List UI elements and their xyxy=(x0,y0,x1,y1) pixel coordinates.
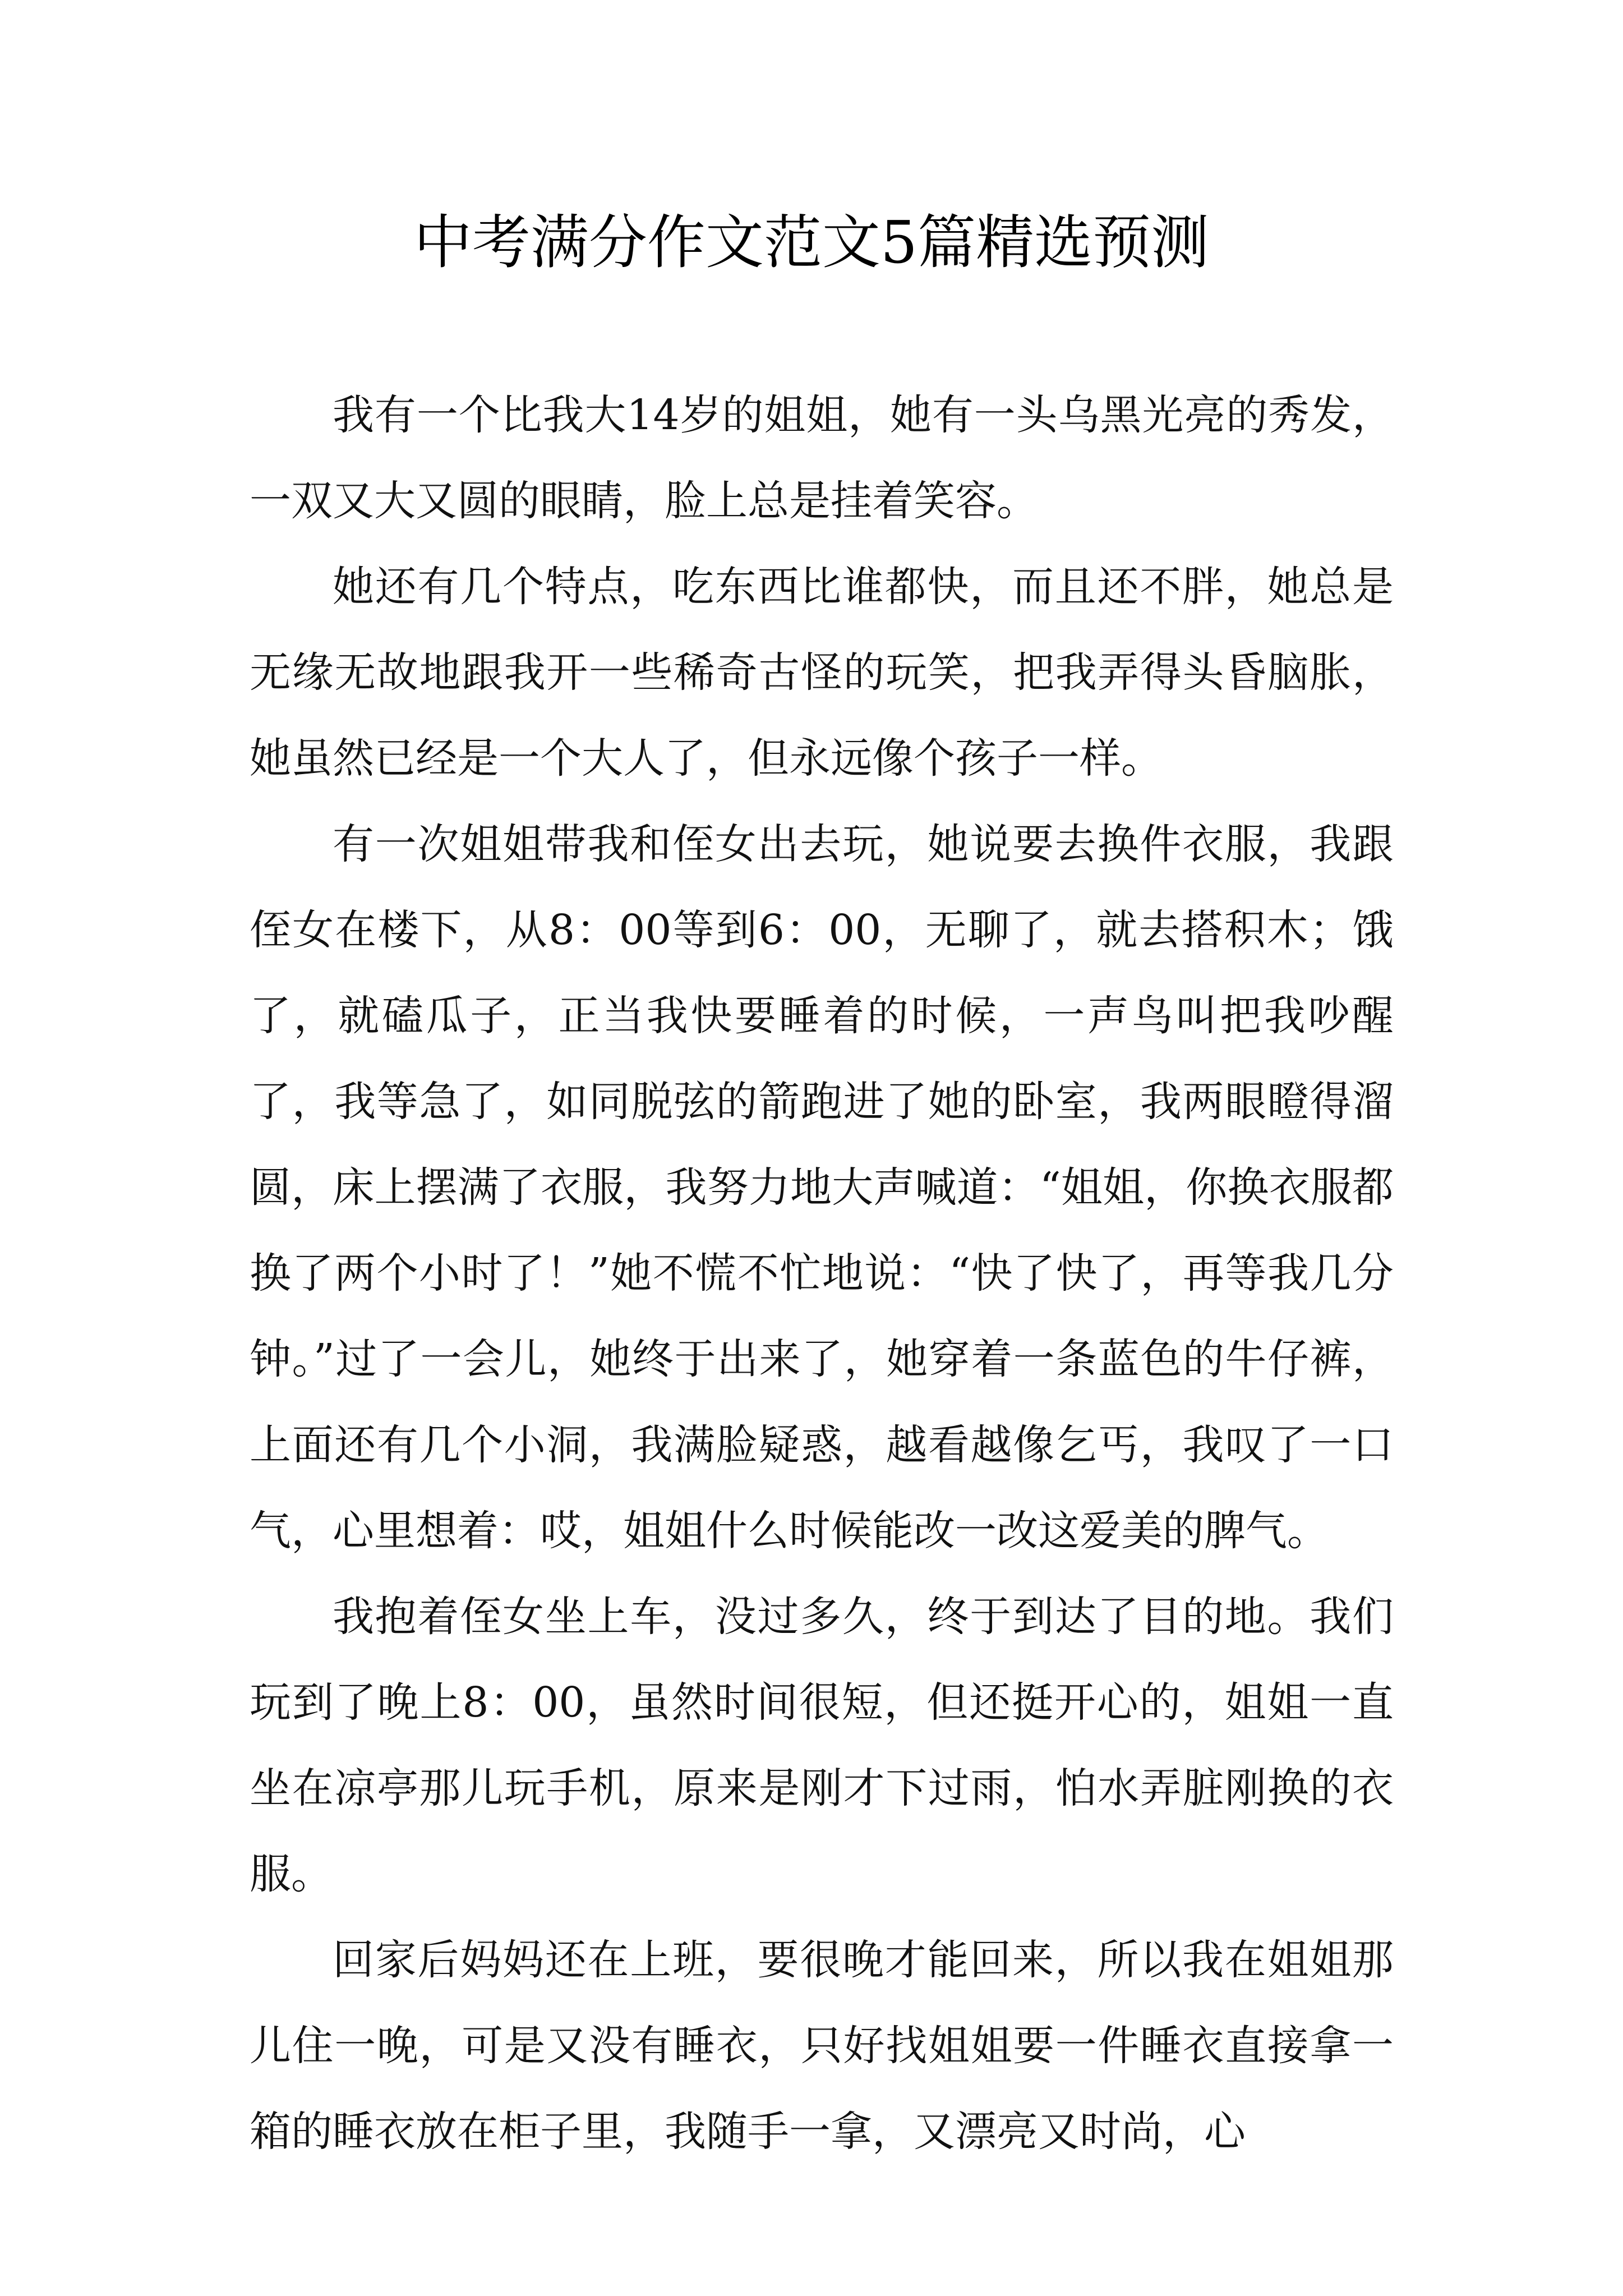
document-body xyxy=(250,372,1394,2175)
paragraph: 回家后妈妈还在上班，要很晚才能回来，所以我在姐姐那儿住一晚，可是又没有睡衣，只好找姐姐要一件睡衣直接拿一箱的睡衣放在柜子里，我随手一拿，又漂亮又时尚，心 xyxy=(250,1936,1394,2156)
paragraph: 我抱着侄女坐上车，没过多久，终于到达了目的地。我们玩到了晚上8：00，虽然时间很短，但还挺开心的，姐姐一直坐在凉亭那儿玩手机，原来是刚才下过雨，怕水弄脏刚换的衣服。 xyxy=(250,1593,1394,1898)
paragraph: 她还有几个特点，吃东西比谁都快，而且还不胖，她总是无缘无故地跟我开一些稀奇古怪的玩笑，把我弄得头昏脑胀，她虽然已经是一个大人了，但永远像个孩子一样。 xyxy=(250,563,1394,783)
document-title: 中考满分作文范文5篇精选预测 xyxy=(413,208,1210,277)
paragraph: 有一次姐姐带我和侄女出去玩，她说要去换件衣服，我跟侄女在楼下，从8：00等到6：00，无聊了，就去搭积木；饿了，就磕瓜子，正当我快要睡着的时候，一声鸟叫把我吵醒了，我等急了，如同脱弦的箭跑进了她的卧室，我两眼瞪得溜圆，床上摆满了衣服，我努力地大声喊道：“姐姐，你换衣服都换了两个小时了！”她不慌不忙地说：“快了快了，再等我几分钟。”过了一会儿，她终于出来了，她穿着一条蓝色的牛仔裤，上面还有几个小洞，我满脸疑惑，越看越像乞丐，我叹了一口气，心里想着：哎，姐姐什么时候能改一改这爱美的脾气。 xyxy=(250,820,1394,1555)
paragraph: 我有一个比我大14岁的姐姐，她有一头乌黑光亮的秀发，一双又大又圆的眼睛，脸上总是挂着笑容。 xyxy=(250,391,1394,525)
